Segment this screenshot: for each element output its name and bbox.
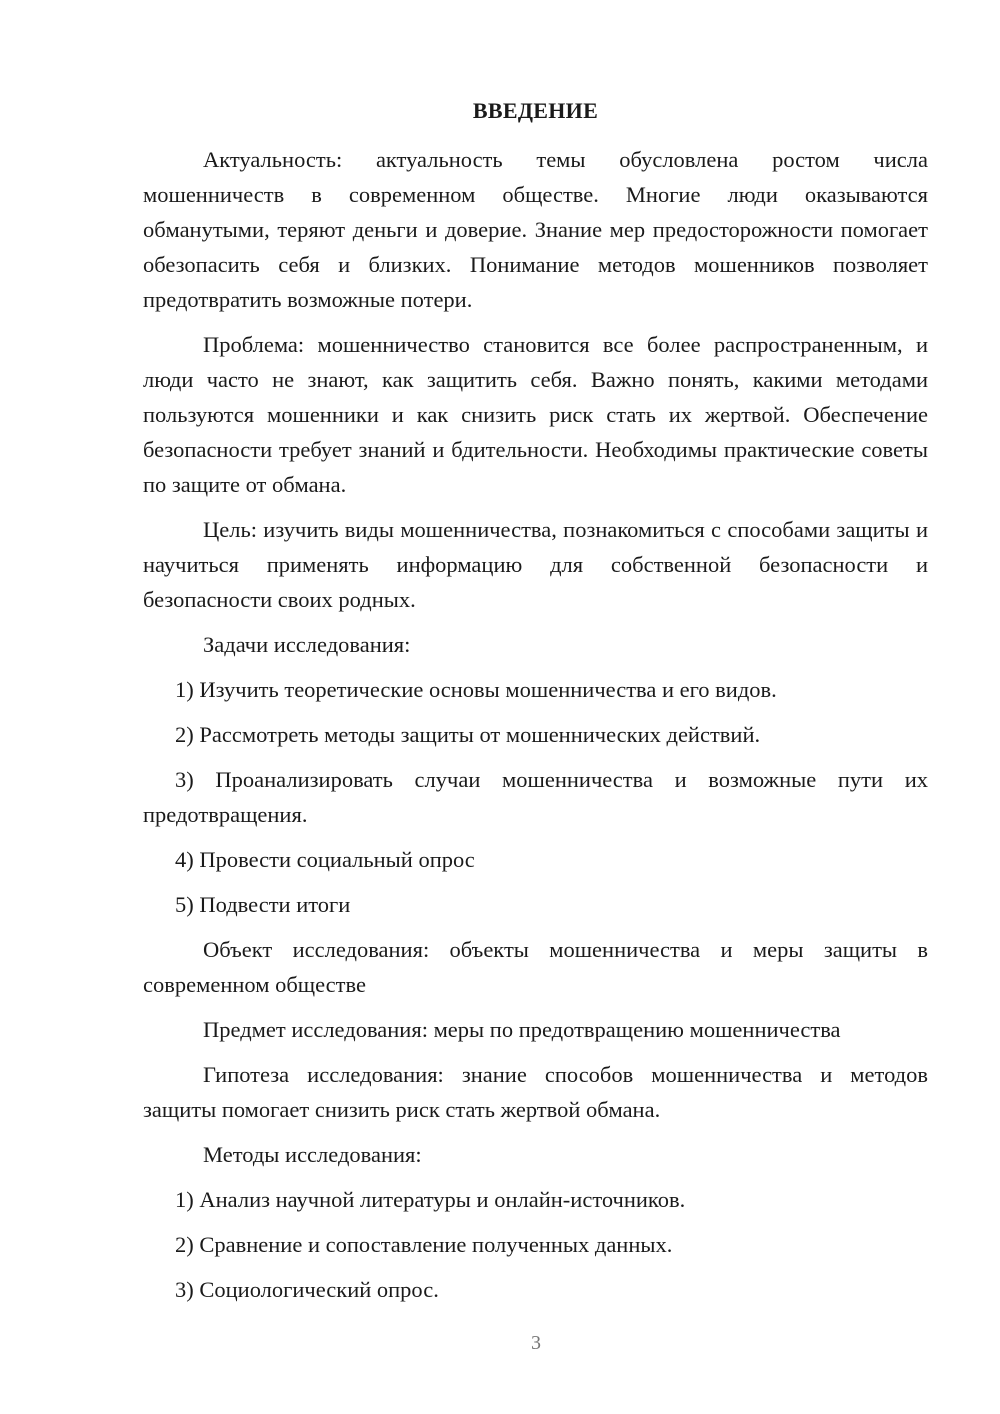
problem-paragraph: Проблема: мошенничество становится все более распространенным, и люди часто не знают, как защитить себя. Важно понять, какими методами пользуются мошенники и как снизить риск стать их жертвой. Обеспечение безопасности требует знаний и бдительности. Необходимы практические советы по защите от обмана. (143, 332, 928, 497)
task-item-2: 2) Рассмотреть методы защиты от мошеннических действий. (175, 722, 761, 747)
methods-heading: Методы исследования: (203, 1142, 422, 1167)
subject-paragraph: Предмет исследования: меры по предотвращению мошенничества (203, 1017, 841, 1042)
object-paragraph: Объект исследования: объекты мошенничества и меры защиты в современном обществе (143, 937, 928, 997)
page-number: 3 (531, 1332, 541, 1354)
task-item-5: 5) Подвести итоги (175, 892, 351, 917)
goal-paragraph: Цель: изучить виды мошенничества, познакомиться с способами защиты и научиться применять информацию для собственной безопасности и безопасности своих родных. (143, 517, 928, 612)
method-item-3: 3) Социологический опрос. (175, 1277, 439, 1302)
task-item-1: 1) Изучить теоретические основы мошенничества и его видов. (175, 677, 777, 702)
method-item-2: 2) Сравнение и сопоставление полученных данных. (175, 1232, 673, 1257)
page-title: ВВЕДЕНИЕ (472, 98, 599, 123)
relevance-paragraph: Актуальность: актуальность темы обусловлена ростом числа мошенничеств в современном обществе. Многие люди оказываются обманутыми, теряют деньги и доверие. Знание мер предосторожности помогает обезопасить себя и близких. Понимание методов мошенников позволяет предотвратить возможные потери. (143, 147, 928, 312)
task-item-3: 3) Проанализировать случаи мошенничества и возможные пути их предотвращения. (143, 767, 928, 827)
tasks-heading: Задачи исследования: (203, 632, 411, 657)
hypothesis-paragraph: Гипотеза исследования: знание способов мошенничества и методов защиты помогает снизить риск стать жертвой обмана. (143, 1062, 928, 1122)
document-page (143, 96, 928, 1317)
method-item-1: 1) Анализ научной литературы и онлайн-источников. (175, 1187, 686, 1212)
task-item-4: 4) Провести социальный опрос (175, 847, 475, 872)
